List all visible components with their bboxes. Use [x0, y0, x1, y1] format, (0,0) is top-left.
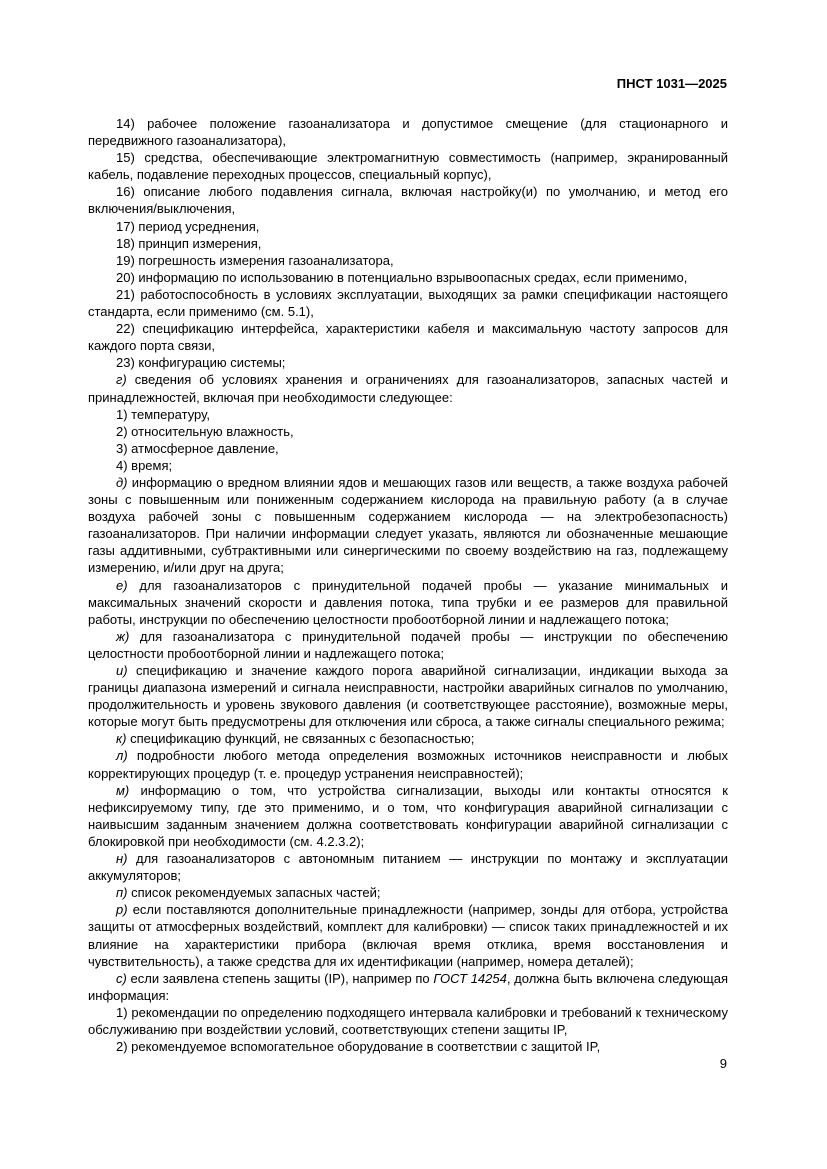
paragraph [88, 628, 728, 662]
paragraph-text: информацию о том, что устройства сигнализации, выходы или контакты относятся к нефиксируемому типу, где это применимо, и о том, что конфигурация аварийной сигнализации с наивысшим заданным значением должна соответствовать конфигурации аварийной сигнализации с блокировкой при необходимости (см. 4.2.3.2); [88, 782, 728, 849]
paragraph [88, 1038, 728, 1055]
paragraph [88, 1004, 728, 1038]
paragraph [88, 850, 728, 884]
paragraph-text: подробности любого метода определения возможных источников неисправности и любых корректирующих процедур (т. е. процедур устранения неисправностей); [88, 748, 728, 781]
page-number: 9 [719, 1056, 727, 1071]
paragraph-text: список рекомендуемых запасных частей; [127, 885, 381, 901]
paragraph [88, 269, 728, 286]
paragraph [88, 218, 728, 235]
list-letter: р) [116, 902, 128, 918]
paragraph [88, 662, 728, 730]
list-letter: н) [116, 851, 128, 867]
paragraph-text: если заявлена степень защиты (IP), например по [126, 970, 434, 986]
list-letter: с) [116, 970, 127, 986]
paragraph-text: 19) погрешность измерения газоанализатора, [116, 252, 394, 268]
list-letter: ж) [116, 628, 130, 644]
paragraph [88, 286, 728, 320]
paragraph [88, 577, 728, 628]
paragraph [88, 884, 728, 901]
paragraph [88, 149, 728, 183]
paragraph [88, 440, 728, 457]
paragraph [88, 183, 728, 217]
paragraph-text: для газоанализаторов с автономным питанием — инструкции по монтажу и эксплуатации аккумуляторов; [88, 851, 728, 884]
list-letter: е) [116, 577, 128, 593]
paragraph-text: 2) рекомендуемое вспомогательное оборудование в соответствии с защитой IP, [116, 1039, 601, 1055]
paragraph-text: 15) средства, обеспечивающие электромагнитную совместимость (например, экранированный кабель, подавление переходных процессов, специальный корпус), [88, 150, 728, 183]
paragraph [88, 474, 728, 577]
paragraph-text: 23) конфигурацию системы; [116, 355, 286, 371]
list-letter: л) [116, 748, 128, 764]
paragraph-text: 21) работоспособность в условиях эксплуатации, выходящих за рамки спецификации настоящего стандарта, если применимо (см. 5.1), [88, 286, 728, 320]
paragraph-text: 4) время; [116, 457, 173, 473]
paragraph-text: 22) спецификацию интерфейса, характеристики кабеля и максимальную частоту запросов для каждого порта связи, [88, 321, 728, 354]
list-letter: к) [116, 731, 127, 747]
document-header-id: ПНСТ 1031—2025 [616, 76, 727, 91]
paragraph [88, 457, 728, 474]
paragraph-text: 17) период усреднения, [116, 218, 260, 234]
paragraph [88, 730, 728, 747]
paragraph [88, 354, 728, 371]
list-letter: и) [116, 663, 128, 678]
list-letter: м) [116, 782, 130, 798]
paragraph-text: если поставляются дополнительные принадлежности (например, зонды для отбора, устройства защиты от атмосферных воздействий, комплект для калибровки) — список таких принадлежностей и их влияние на характеристики прибора (включая время отклика, время восстановления и чувствительность), а также средства для их идентификации (например, номера деталей); [88, 902, 728, 969]
paragraph [88, 320, 728, 354]
paragraph-text: сведения об условиях хранения и ограничениях для газоанализаторов, запасных частей и принадлежностей, включая при необходимости следующее: [88, 372, 728, 405]
paragraph-text: , должна быть включена следующая информация: [88, 970, 728, 1003]
paragraph-text: для газоанализатора с принудительной подачей пробы — инструкции по обеспечению целостности пробоотборной линии и надлежащего потока; [88, 628, 728, 661]
paragraph-text: 20) информацию по использованию в потенциально взрывоопасных средах, если применимо, [116, 269, 688, 285]
paragraph-text: 1) рекомендации по определению подходящего интервала калибровки и требований к техническому обслуживанию при воздействии условий, соответствующих степени защиты IP, [88, 1004, 728, 1037]
paragraph-text: для газоанализаторов с принудительной подачей пробы — указание минимальных и максимальных значений скорости и давления потока, типа трубки и ее размеров для правильной работы, инструкции по обеспечению целостности пробоотборной линии и надлежащего потока; [88, 577, 728, 627]
list-letter: п) [116, 885, 128, 901]
paragraph-text: информацию о вредном влиянии ядов и мешающих газов или веществ, а также воздуха рабочей зоны с повышенным или пониженным содержанием кислорода на правильную работу (а в случае воздуха рабочей зоны с повышенным содержанием кислорода — на электробезопасность) газоанализаторов. При наличии информации следует указать, являются ли обозначенные мешающие газы аддитивными, субтрактивными или синергическими по своему воздействию на газ, подлежащему измерению, и/или друг на друга; [88, 474, 728, 576]
paragraph-text: спецификацию функций, не связанных с безопасностью; [126, 731, 475, 747]
standard-reference: ГОСТ 14254 [433, 970, 507, 986]
paragraph-text: спецификацию и значение каждого порога аварийной сигнализации, индикации выхода за границы диапазона измерений и сигнала неисправности, настройки аварийных сигналов по умолчанию, продолжительность и уровень звукового давления (и соответствующее расстояние), возможные меры, которые могут быть предусмотрены для отключения или сброса, а также сигналы специального режима; [88, 663, 728, 730]
paragraph [88, 423, 728, 440]
paragraph-text: 2) относительную влажность, [116, 423, 294, 439]
paragraph [88, 901, 728, 969]
paragraph-text: 1) температуру, [116, 406, 210, 422]
paragraph [88, 970, 728, 1004]
paragraph [88, 252, 728, 269]
paragraph-text: 16) описание любого подавления сигнала, включая настройку(и) по умолчанию, и метод его включения/выключения, [88, 184, 728, 217]
list-letter: г) [116, 372, 127, 388]
paragraph [88, 371, 728, 405]
paragraph [88, 235, 728, 252]
paragraph [88, 406, 728, 423]
paragraph-text: 14) рабочее положение газоанализатора и допустимое смещение (для стационарного и передвижного газоанализатора), [88, 116, 728, 149]
paragraph [88, 782, 728, 850]
paragraph [88, 115, 728, 149]
paragraph [88, 747, 728, 781]
paragraph-text: 3) атмосферное давление, [116, 440, 279, 456]
list-letter: д) [116, 474, 128, 490]
document-body [88, 115, 728, 1055]
paragraph-text: 18) принцип измерения, [116, 235, 262, 251]
